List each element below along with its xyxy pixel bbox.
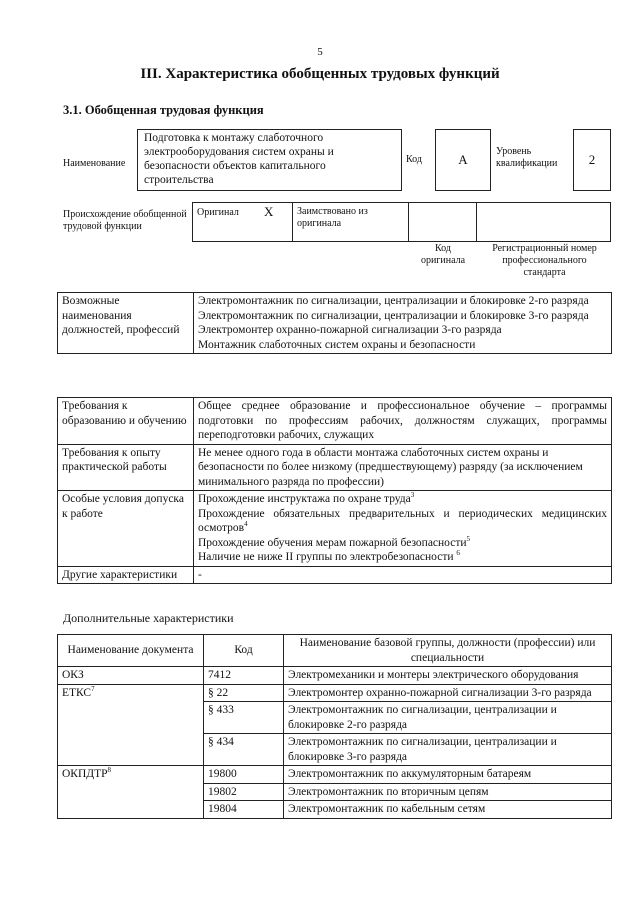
name-cell: Электромонтажник по сигнализации, централизации и блокировке 3-го разряда <box>284 734 612 766</box>
requirement-row-other <box>58 566 612 584</box>
reg-number-label: Регистрационный номер профессионального стандарта <box>492 243 597 278</box>
code-cell: § 22 <box>204 684 284 702</box>
position-item: Монтажник слаботочных систем охраны и безопасности <box>198 338 476 351</box>
table-row <box>58 667 612 685</box>
code-cell: § 434 <box>204 734 284 766</box>
document-cell: ОКПДТР$^8$ <box>58 766 204 819</box>
code-cell: 19800 <box>204 766 284 784</box>
requirement-row-experience <box>58 444 612 491</box>
page-number: 5 <box>317 46 323 58</box>
code-cell: § 433 <box>204 702 284 734</box>
additional-header-row <box>58 635 612 667</box>
position-item: Электромонтажник по сигнализации, централизации и блокировке 2-го разряда <box>198 295 589 307</box>
requirement-label: Требования к опыту практической работы <box>58 444 194 491</box>
level-value: 2 <box>588 152 596 167</box>
section-title: III. Характеристика обобщенных трудовых функций <box>140 66 500 82</box>
column-header-code: Код <box>204 635 284 667</box>
requirement-row-education <box>58 398 612 445</box>
origin-label: Происхождение обобщенной трудовой функции <box>63 209 187 232</box>
name-cell: Электромонтажник по кабельным сетям <box>284 801 612 819</box>
code-cell: 19802 <box>204 783 284 801</box>
document-cell: ЕТКС$^7$ <box>58 684 204 766</box>
level-value-box <box>573 129 611 191</box>
footnote-ref: 4 <box>244 520 248 529</box>
name-cell: Электромонтажник по сигнализации, централизации и блокировке 2-го разряда <box>284 702 612 734</box>
position-item: Электромонтажник по сигнализации, централизации и блокировке 3-го разряда <box>198 309 589 322</box>
additional-title: Дополнительные характеристики <box>63 611 234 625</box>
position-item: Электромонтер охранно-пожарной сигнализации 3-го разряда <box>198 324 502 336</box>
code-original-label: Код оригинала <box>420 243 466 266</box>
positions-table <box>57 292 612 354</box>
name-cell: Электромонтажник по вторичным цепям <box>284 783 612 801</box>
requirement-value: - <box>194 566 612 584</box>
footnote-ref: 5 <box>466 534 471 543</box>
column-header-name: Наименование базовой группы, должности (профессии) или специальности <box>284 635 612 667</box>
table-row <box>58 766 612 784</box>
name-label: Наименование <box>63 158 126 169</box>
original-mark: X <box>264 204 274 219</box>
additional-table <box>57 634 612 819</box>
origin-divider-1 <box>292 202 293 242</box>
condition-item: Прохождение инструктажа по охране труда$^3$ <box>198 491 415 505</box>
requirement-value <box>194 491 612 567</box>
name-cell: Электромеханики и монтеры электрического оборудования <box>284 667 612 685</box>
code-value: A <box>458 152 468 167</box>
requirement-label: Другие характеристики <box>58 566 194 584</box>
origin-divider-3 <box>476 202 477 242</box>
function-name-value: Подготовка к монтажу слаботочного электрооборудования систем охраны и безопасности объектов капитального строительства <box>144 132 334 186</box>
requirements-table <box>57 397 612 584</box>
footnote-ref: 6 <box>456 549 460 558</box>
function-name-box <box>137 129 402 191</box>
positions-list <box>194 293 612 354</box>
borrowed-label: Заимствовано из оригинала <box>297 206 368 229</box>
requirement-row-special <box>58 491 612 567</box>
column-header-document: Наименование документа <box>58 635 204 667</box>
positions-label: Возможные наименования должностей, профессий <box>58 293 194 354</box>
document-cell: ОКЗ <box>58 667 204 685</box>
condition-item: Прохождение обучения мерам пожарной безопасности$^5$ <box>198 534 471 549</box>
condition-item: Наличие не ниже II группы по электробезопасности $^6$ <box>198 549 460 563</box>
positions-row <box>58 293 612 354</box>
origin-divider-2 <box>408 202 409 242</box>
code-cell: 7412 <box>204 667 284 685</box>
code-cell: 19804 <box>204 801 284 819</box>
name-cell: Электромонтер охранно-пожарной сигнализации 3-го разряда <box>284 684 612 702</box>
footnote-ref: 8 <box>107 766 112 775</box>
code-label: Код <box>406 154 422 165</box>
requirement-value: Не менее одного года в области монтажа слаботочных систем охраны и безопасности по более низкому (предшествующему) разряду (за исключением минимального разряда по профессии) <box>194 444 612 491</box>
code-value-box <box>435 129 491 191</box>
footnote-ref: 3 <box>410 491 415 500</box>
name-cell: Электромонтажник по аккумуляторным батареям <box>284 766 612 784</box>
table-row <box>58 684 612 702</box>
original-label: Оригинал <box>197 207 239 218</box>
condition-item: Прохождение обязательных предварительных и периодических медицинских осмотров$^4$ <box>198 507 607 534</box>
level-label: Уровень квалификации <box>496 146 558 169</box>
footnote-ref: 7 <box>91 684 95 693</box>
requirement-value: Общее среднее образование и профессиональное обучение – программы подготовки по профессиям рабочих, должностям служащих, программы переподготовки рабочих, служащих <box>194 398 612 445</box>
subsection-title: 3.1. Обобщенная трудовая функция <box>63 103 264 117</box>
requirement-label: Требования к образованию и обучению <box>58 398 194 445</box>
requirement-label: Особые условия допуска к работе <box>58 491 194 567</box>
